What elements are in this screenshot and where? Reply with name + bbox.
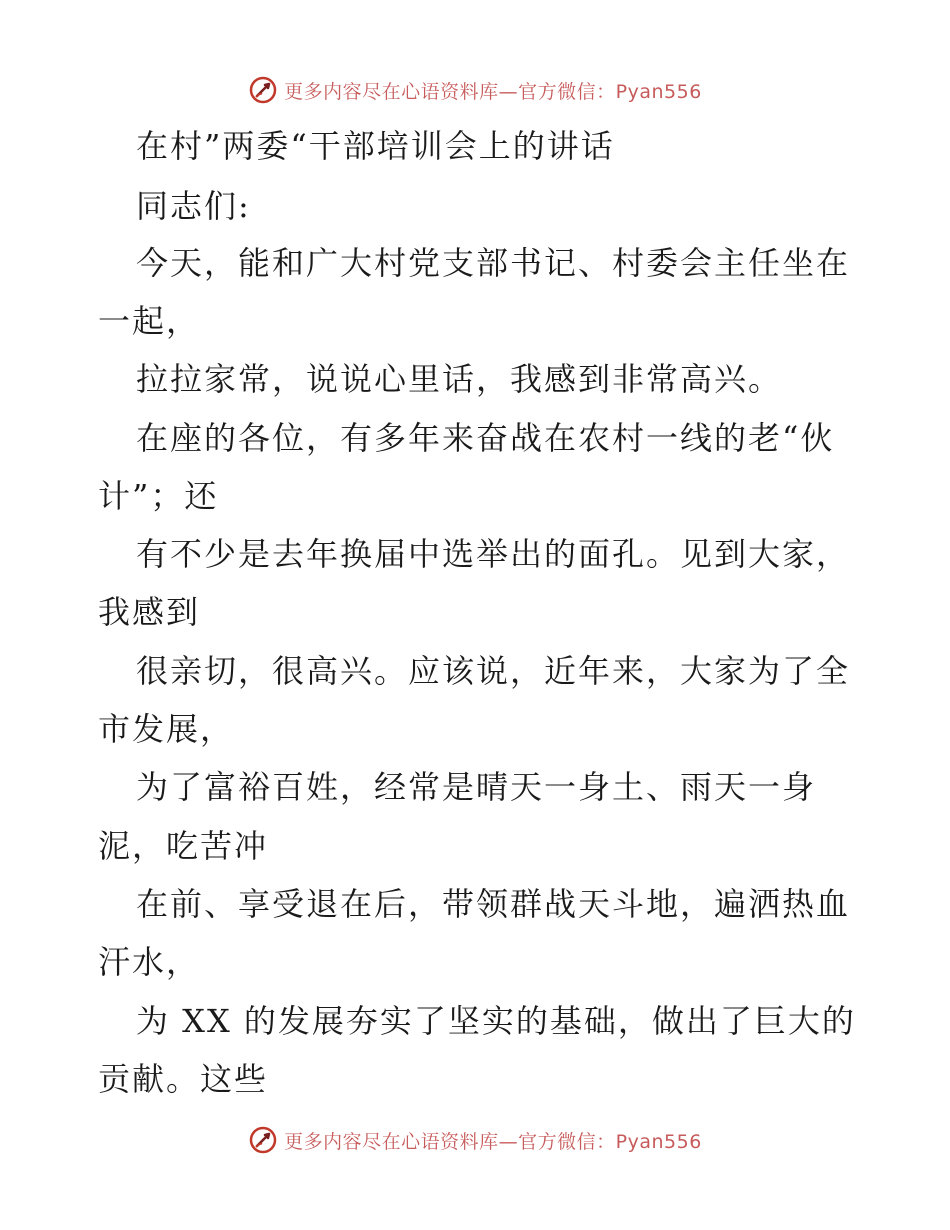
body-line: 为 XX 的发展夯实了坚实的基础，做出了巨大的 bbox=[136, 1002, 856, 1040]
header-banner-text: 更多内容尽在心语资料库—官方微信：Pyan556 bbox=[284, 80, 702, 103]
body-line: 一起， bbox=[98, 302, 201, 340]
footer-banner-text: 更多内容尽在心语资料库—官方微信：Pyan556 bbox=[284, 1130, 702, 1153]
body-line: 为了富裕百姓，经常是晴天一身土、雨天一身 bbox=[136, 768, 817, 806]
body-line: 我感到 bbox=[98, 593, 201, 631]
body-line: 拉拉家常，说说心里话，我感到非常高兴。 bbox=[136, 360, 783, 398]
body-line: 很亲切，很高兴。应该说，近年来，大家为了全 bbox=[136, 652, 851, 690]
body-line: 今天，能和广大村党支部书记、村委会主任坐在 bbox=[136, 244, 851, 282]
document-title: 在村”两委“干部培训会上的讲话 bbox=[136, 127, 615, 165]
body-line: 计”；还 bbox=[98, 477, 219, 515]
body-line: 在座的各位，有多年来奋战在农村一线的老“伙 bbox=[136, 419, 835, 457]
body-line: 有不少是去年换届中选举出的面孔。见到大家， bbox=[136, 535, 851, 573]
body-line: 汗水， bbox=[98, 943, 201, 981]
footer-banner bbox=[0, 1122, 950, 1158]
body-line: 市发展， bbox=[98, 710, 235, 748]
greeting: 同志们: bbox=[136, 187, 251, 225]
body-line: 在前、享受退在后，带领群战天斗地，遍洒热血 bbox=[136, 885, 851, 923]
quill-logo-icon bbox=[248, 75, 278, 105]
quill-logo-icon bbox=[248, 1125, 278, 1155]
body-line: 贡献。这些 bbox=[98, 1060, 269, 1098]
header-banner bbox=[0, 72, 950, 108]
body-line: 泥，吃苦冲 bbox=[98, 827, 269, 865]
